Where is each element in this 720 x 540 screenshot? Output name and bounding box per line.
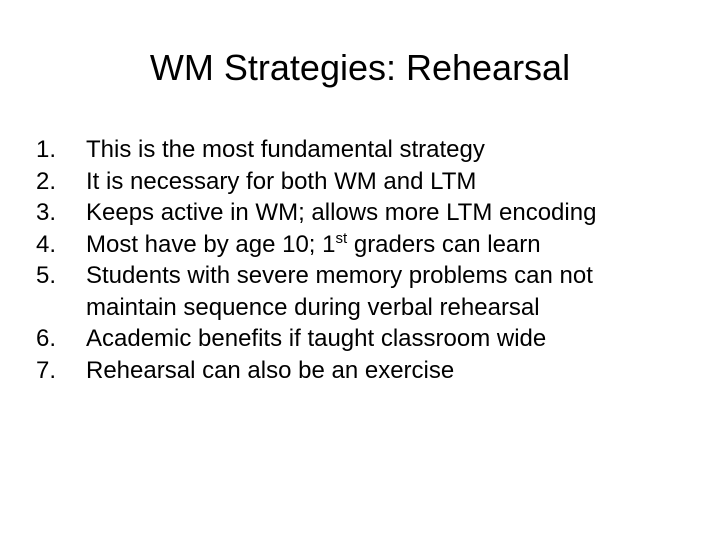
- list-item: [36, 323, 686, 355]
- list-text: It is necessary for both WM and LTM: [86, 167, 477, 195]
- slide-title: WM Strategies: Rehearsal: [149, 47, 571, 88]
- numbered-list: [36, 134, 686, 386]
- ordinal-superscript: st: [335, 229, 348, 247]
- list-number: 3.: [36, 199, 57, 226]
- list-number: 7.: [36, 356, 57, 384]
- list-text: [86, 229, 686, 261]
- list-text-after-superscript: graders can learn: [347, 230, 541, 258]
- list-number: 1.: [36, 136, 57, 163]
- list-item: [36, 134, 686, 166]
- list-item: [36, 355, 686, 387]
- list-text-before-superscript: Most have by age 10; 1: [86, 230, 336, 258]
- list-item: [36, 197, 686, 229]
- list-number: 5.: [36, 262, 57, 289]
- list-text: Keeps active in WM; allows more LTM encoding: [86, 199, 597, 226]
- list-text-line-1: Students with severe memory problems can not: [86, 262, 593, 289]
- list-item: [36, 260, 686, 323]
- list-text: Academic benefits if taught classroom wide: [86, 325, 547, 352]
- list-item: [36, 166, 686, 198]
- list-text: [86, 260, 686, 323]
- list-text: Rehearsal can also be an exercise: [86, 356, 455, 384]
- list-text: This is the most fundamental strategy: [86, 136, 485, 163]
- list-text-line-2: maintain sequence during verbal rehearsal: [86, 293, 540, 321]
- list-item: [36, 229, 686, 261]
- list-number: 6.: [36, 325, 57, 352]
- list-number: 2.: [36, 167, 57, 195]
- list-number: 4.: [36, 230, 57, 258]
